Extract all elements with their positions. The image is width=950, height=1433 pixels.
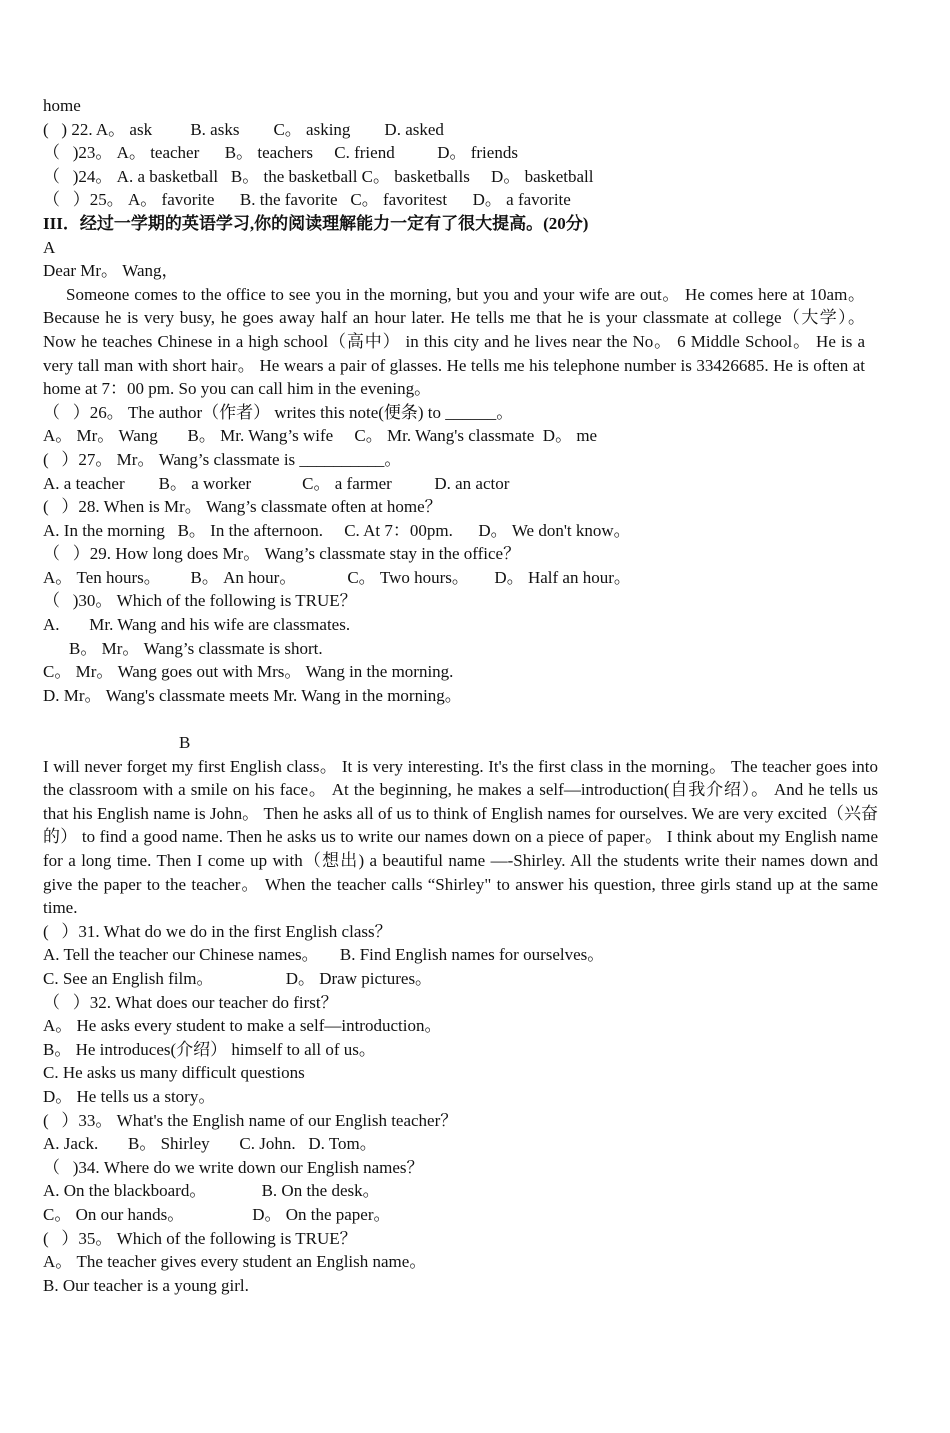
question-31-options-cd: C. See an English film。 D。 Draw pictures。 xyxy=(43,968,433,988)
question-24: （ )24。 A. a basketball B。 the basketball C。 basketballs D。 basketball xyxy=(43,166,594,186)
question-32: （ ）32. What does our teacher do first？ xyxy=(43,992,338,1012)
question-28-options: A. In the morning B。 In the afternoon. C. At 7：00pm. D。 We don't know。 xyxy=(43,520,631,540)
question-30-option-a: A. Mr. Wang and his wife are classmates. xyxy=(43,615,351,635)
passage-a xyxy=(43,236,865,708)
passage-a-body: Someone comes to the office to see you in the morning, but you and your wife are out。 He comes here at 10am。 Because he is very busy, he goes away half an hour later. He tells me that he is your classmate at college（大学）。 Now he teaches Chinese in a high school（高中） in this city and he lives near the No。 6 Middle School。 He is a very tall man with short hair。 He wears a pair of glasses. He tells me his telephone number is 33426685. He is often at home at 7：00 pm. So you can call him in the evening。 xyxy=(43,284,865,399)
question-27: ( ）27。 Mr。 Wang’s classmate is __________。 xyxy=(43,449,402,469)
question-32-option-a: A。 He asks every student to make a self—introduction。 xyxy=(43,1016,442,1036)
question-31: ( ）31. What do we do in the first English class？ xyxy=(43,921,392,941)
question-34-options-cd: C。 On our hands。 D。 On the paper。 xyxy=(43,1204,391,1224)
question-35-option-b: B. Our teacher is a young girl. xyxy=(43,1275,249,1295)
question-29-options: A。 Ten hours。 B。 An hour。 C。 Two hours。 D。 Half an hour。 xyxy=(43,567,631,587)
passage-b xyxy=(43,731,878,1297)
question-22: ( ) 22. A。 ask B. asks C。 asking D. asked xyxy=(43,119,444,139)
question-23: （ )23。 A。 teacher B。 teachers C. friend D。 friends xyxy=(43,143,518,163)
text-line: home xyxy=(43,96,81,115)
question-33: ( ）33。 What's the English name of our English teacher？ xyxy=(43,1110,458,1130)
question-32-option-b: B。 He introduces(介绍） himself to all of us。 xyxy=(43,1039,376,1059)
question-25: （ ）25。 A。 favorite B. the favorite C。 favoritest D。 a favorite xyxy=(43,190,571,210)
passage-b-body: I will never forget my first English class。 It is very interesting. It's the first class in the morning。 The teacher goes into the classroom with a smile on his face。 At the beginning, he makes a self—introduction(自我介绍）。 And he tells us that his English name is John。 Then he asks all of us to think of English names for ourselves. We are very excited（兴奋的） to find a good name. Then he asks us to write our names down on a piece of paper。 I think about my English name for a long time. Then I come up with（想出) a beautiful name —-Shirley. All the students write their names down and give the paper to the teacher。 When the teacher calls “Shirley" to answer his question, three girls stand up at the same time. xyxy=(43,756,878,918)
question-30-option-b: B。 Mr。 Wang’s classmate is short. xyxy=(69,638,323,658)
question-28: ( ）28. When is Mr。 Wang’s classmate often at home？ xyxy=(43,497,442,517)
question-27-options: A. a teacher B。 a worker C。 a farmer D. an actor xyxy=(43,473,510,493)
question-31-options-ab: A. Tell the teacher our Chinese names。 B. Find English names for ourselves。 xyxy=(43,945,605,965)
passage-a-label: A xyxy=(43,237,56,257)
question-30: （ )30。 Which of the following is TRUE？ xyxy=(43,591,357,611)
question-30-option-d: D. Mr。 Wang's classmate meets Mr. Wang in the morning。 xyxy=(43,685,462,705)
question-34: （ )34. Where do we write down our English names？ xyxy=(43,1157,424,1177)
section-iii-heading: III．经过一学期的英语学习,你的阅读理解能力一定有了很大提高。(20分) xyxy=(43,213,589,233)
question-26: （ ）26。 The author（作者） writes this note(便条) to ______。 xyxy=(43,402,514,422)
question-35: ( ）35。 Which of the following is TRUE？ xyxy=(43,1228,357,1248)
question-35-option-a: A。 The teacher gives every student an English name。 xyxy=(43,1252,427,1272)
passage-b-label: B xyxy=(179,733,191,753)
question-29: （ ）29. How long does Mr。 Wang’s classmate stay in the office？ xyxy=(43,544,521,564)
letter-greeting: Dear Mr。 Wang， xyxy=(43,261,179,281)
question-26-options: A。 Mr。 Wang B。 Mr. Wang’s wife C。 Mr. Wang's classmate D。 me xyxy=(43,426,598,446)
section-ii-tail xyxy=(43,94,865,212)
question-32-option-d: D。 He tells us a story。 xyxy=(43,1086,216,1106)
spacer xyxy=(43,707,865,731)
document-page xyxy=(43,94,878,1297)
question-30-option-c: C。 Mr。 Wang goes out with Mrs。 Wang in the morning. xyxy=(43,662,454,682)
question-34-options-ab: A. On the blackboard。 B. On the desk。 xyxy=(43,1181,380,1201)
question-32-option-c: C. He asks us many difficult questions xyxy=(43,1063,305,1083)
question-33-options: A. Jack. B。 Shirley C. John. D. Tom。 xyxy=(43,1134,377,1154)
